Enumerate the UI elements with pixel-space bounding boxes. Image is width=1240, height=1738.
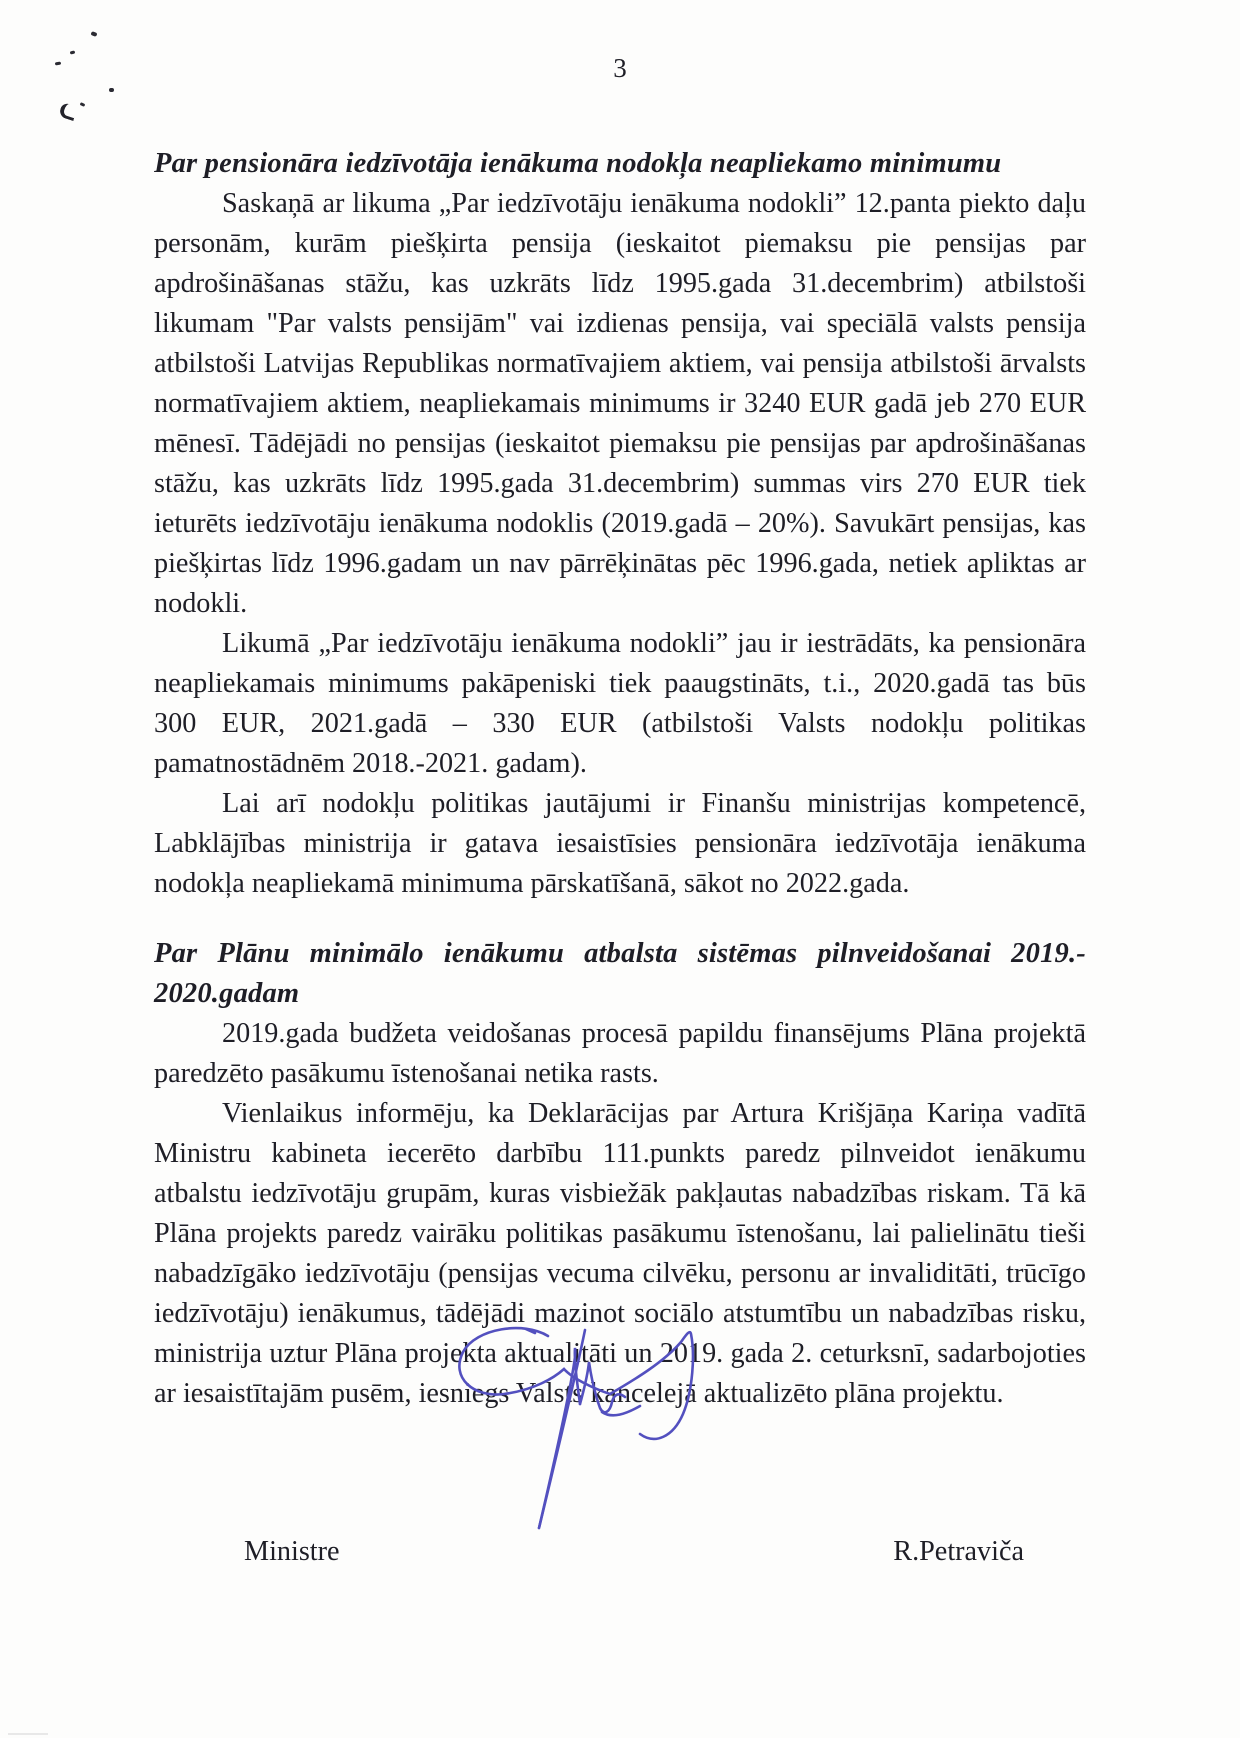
scan-speck	[109, 88, 114, 92]
page-number: 3	[613, 53, 627, 83]
section-2-heading	[154, 934, 1086, 1014]
paragraph: Lai arī nodokļu politikas jautājumi ir Finanšu ministrijas kompetencē, Labklājības ministrija ir gatava iesaistīsies pensionāra iedzīvotāja ienākuma nodokļa neapliekamā minimuma pārskatīšanā, sākot no 2022.gada.	[154, 788, 1086, 899]
scan-smudge-mark	[58, 102, 78, 121]
signature-row	[154, 1532, 1086, 1572]
paragraph: 2019.gada budžeta veidošanas procesā papildu finansējums Plāna projektā paredzēto pasākumu īstenošanai netika rasts.	[154, 1018, 1086, 1089]
section-1-heading: Par pensionāra iedzīvotāja ienākuma nodokļa neapliekamo minimumu	[154, 148, 1002, 179]
page-content	[154, 0, 1086, 1572]
paragraph: Vienlaikus informēju, ka Deklarācijas par Artura Krišjāņa Kariņa vadītā Ministru kabineta iecerēto darbību 111.punkts paredz pilnveidot ienākumu atbalstu iedzīvotāju grupām, kuras visbiežāk pakļautas nabadzības riskam. Tā kā Plāna projekts paredz vairāku politikas pasākumu īstenošanu, lai palielinātu tieši nabadzīgāko iedzīvotāju (pensijas vecuma cilvēku, personu ar invaliditāti, trūcīgo iedzīvotāju) ienākumus, tādējādi mazinot sociālo atstumtību un nabadzības risku, ministrija uztur Plāna projekta aktualitāti un 2019. gada 2. ceturksnī, sadarbojoties ar iesaistītajām pusēm, iesniegs Valsts kancelejā aktualizēto plāna projektu.	[154, 1098, 1086, 1409]
section-2-heading-line-1: Par Plānu minimālo ienākumu atbalsta sistēmas pilnveidošanai 2019.-	[154, 938, 1086, 969]
paragraph: Likumā „Par iedzīvotāju ienākuma nodokli” jau ir iestrādāts, ka pensionāra neapliekamais minimums pakāpeniski tiek paaugstināts, t.i., 2020.gadā tas būs 300 EUR, 2021.gadā – 330 EUR (atbilstoši Valsts nodokļu politikas pamatnostādnēm 2018.-2021. gadam).	[154, 628, 1086, 779]
section-2-heading-line-2: 2020.gadam	[154, 978, 300, 1009]
signature-role-label: Ministre	[244, 1536, 340, 1567]
scan-speck	[55, 62, 61, 66]
scan-speck	[70, 50, 76, 54]
scan-speck	[80, 102, 86, 107]
scan-speck	[90, 31, 97, 37]
paragraph: Saskaņā ar likuma „Par iedzīvotāju ienākuma nodokli” 12.panta piekto daļu personām, kurām piešķirta pensija (ieskaitot piemaksu pie pensijas par apdrošināšanas stāžu, kas uzkrāts līdz 1995.gada 31.decembrim) atbilstoši likumam "Par valsts pensijām" vai izdienas pensija, vai speciālā valsts pensija atbilstoši Latvijas Republikas normatīvajiem aktiem, vai pensija atbilstoši ārvalsts normatīvajiem aktiem, neapliekamais minimums ir 3240 EUR gadā jeb 270 EUR mēnesī. Tādējādi no pensijas (ieskaitot piemaksu pie pensijas par apdrošināšanas stāžu, kas uzkrāts līdz 1995.gada 31.decembrim) summas virs 270 EUR tiek ieturēts iedzīvotāju ienākuma nodoklis (2019.gadā – 20%). Savukārt pensijas, kas piešķirtas līdz 1996.gadam un nav pārrēķinātas pēc 1996.gada, netiek apliktas ar nodokli.	[154, 188, 1086, 619]
signature-name: R.Petraviča	[893, 1536, 1024, 1567]
scan-edge-artifact	[8, 1733, 48, 1735]
